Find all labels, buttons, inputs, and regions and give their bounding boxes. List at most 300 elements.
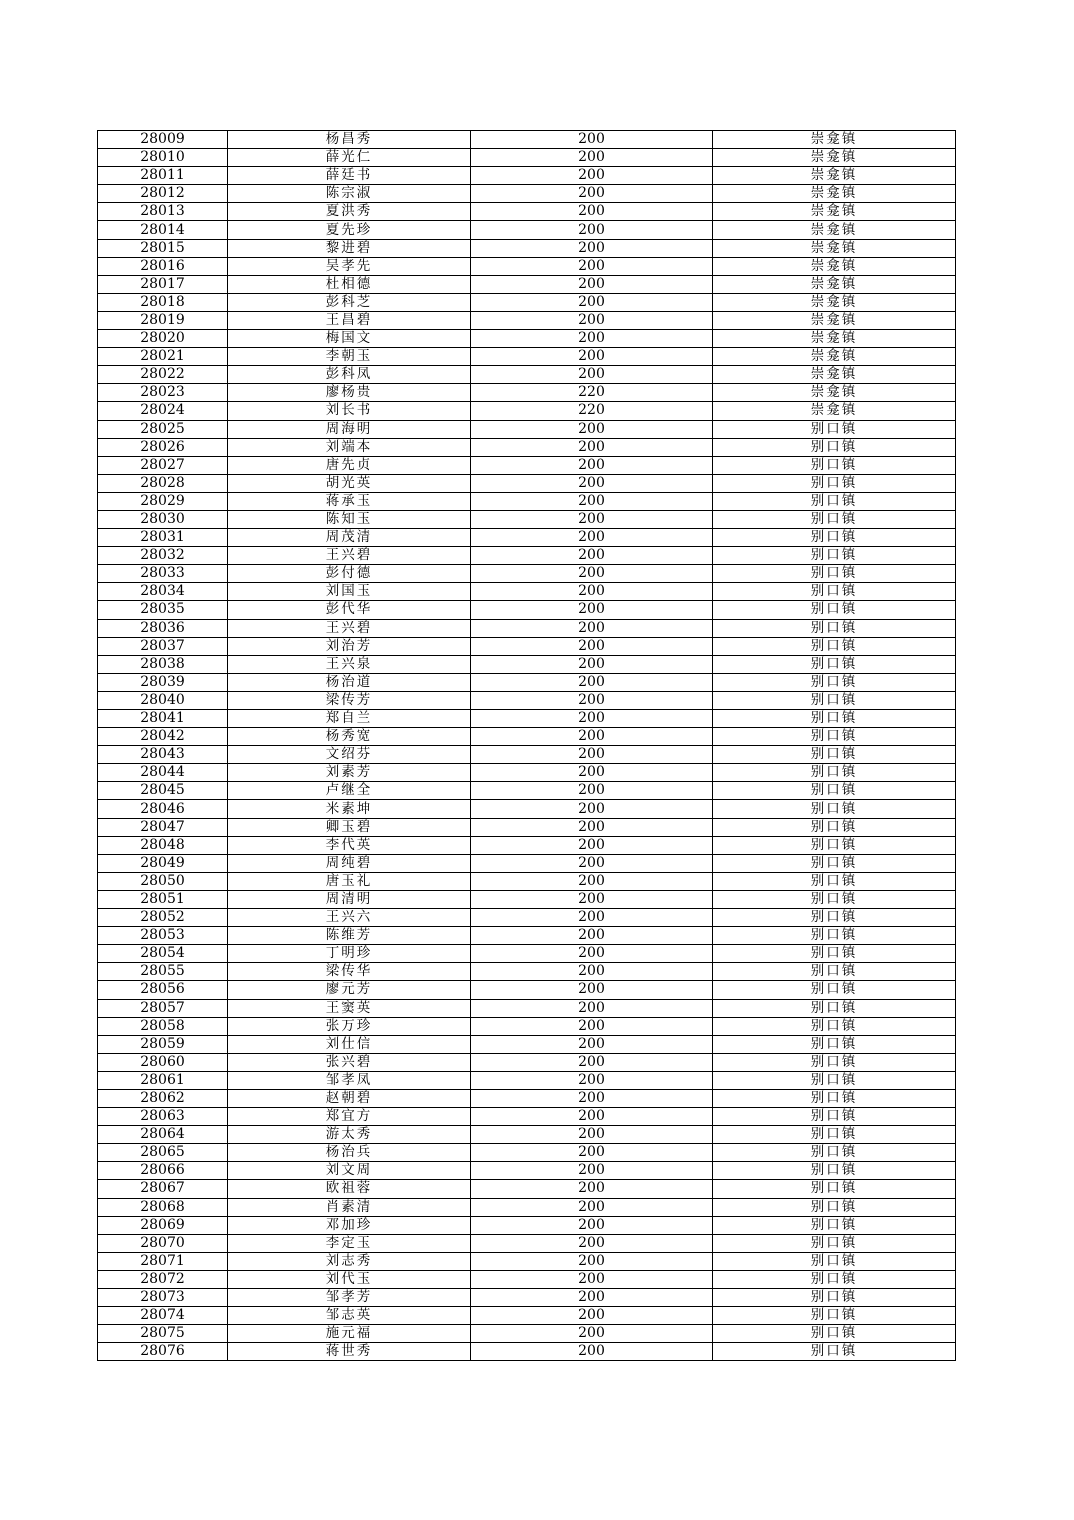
- name-cell: 梅国文: [228, 330, 471, 348]
- amount-cell: 200: [471, 728, 713, 746]
- name-cell: 彭代华: [228, 601, 471, 619]
- name-cell: 廖元芳: [228, 981, 471, 999]
- amount-cell: 200: [471, 637, 713, 655]
- name-cell: 彭付德: [228, 565, 471, 583]
- amount-cell: 200: [471, 293, 713, 311]
- table-row: [98, 1270, 956, 1288]
- id-cell: 28049: [98, 854, 228, 872]
- id-cell: 28026: [98, 438, 228, 456]
- table-row: [98, 293, 956, 311]
- name-cell: 杨昌秀: [228, 131, 471, 149]
- name-cell: 刘仕信: [228, 1035, 471, 1053]
- town-cell: 别口镇: [713, 673, 956, 691]
- amount-cell: 200: [471, 275, 713, 293]
- table-row: [98, 764, 956, 782]
- table-row: [98, 311, 956, 329]
- name-cell: 卢继全: [228, 782, 471, 800]
- id-cell: 28023: [98, 384, 228, 402]
- name-cell: 梁传华: [228, 963, 471, 981]
- table-row: [98, 583, 956, 601]
- amount-cell: 200: [471, 1144, 713, 1162]
- town-cell: 别口镇: [713, 1089, 956, 1107]
- table-row: [98, 1325, 956, 1343]
- name-cell: 陈知玉: [228, 510, 471, 528]
- town-cell: 别口镇: [713, 854, 956, 872]
- amount-cell: 200: [471, 673, 713, 691]
- table-row: [98, 619, 956, 637]
- id-cell: 28059: [98, 1035, 228, 1053]
- amount-cell: 200: [471, 1289, 713, 1307]
- name-cell: 唐先贞: [228, 456, 471, 474]
- id-cell: 28020: [98, 330, 228, 348]
- id-cell: 28047: [98, 818, 228, 836]
- name-cell: 黎进碧: [228, 239, 471, 257]
- id-cell: 28030: [98, 510, 228, 528]
- name-cell: 邹孝凤: [228, 1071, 471, 1089]
- table-row: [98, 275, 956, 293]
- id-cell: 28034: [98, 583, 228, 601]
- id-cell: 28041: [98, 710, 228, 728]
- name-cell: 周茂清: [228, 529, 471, 547]
- name-cell: 文绍芬: [228, 746, 471, 764]
- table-row: [98, 981, 956, 999]
- town-cell: 别口镇: [713, 1343, 956, 1361]
- table-row: [98, 239, 956, 257]
- name-cell: 陈宗淑: [228, 185, 471, 203]
- town-cell: 别口镇: [713, 601, 956, 619]
- town-cell: 别口镇: [713, 981, 956, 999]
- amount-cell: 200: [471, 691, 713, 709]
- name-cell: 夏先珍: [228, 221, 471, 239]
- amount-cell: 200: [471, 1108, 713, 1126]
- table-row: [98, 185, 956, 203]
- amount-cell: 200: [471, 1162, 713, 1180]
- town-cell: 别口镇: [713, 492, 956, 510]
- id-cell: 28053: [98, 927, 228, 945]
- amount-cell: 200: [471, 800, 713, 818]
- name-cell: 丁明珍: [228, 945, 471, 963]
- id-cell: 28042: [98, 728, 228, 746]
- amount-cell: 200: [471, 1198, 713, 1216]
- table-row: [98, 474, 956, 492]
- name-cell: 邓加珍: [228, 1216, 471, 1234]
- id-cell: 28065: [98, 1144, 228, 1162]
- town-cell: 别口镇: [713, 529, 956, 547]
- name-cell: 王兴碧: [228, 619, 471, 637]
- table-row: [98, 927, 956, 945]
- name-cell: 张兴碧: [228, 1053, 471, 1071]
- id-cell: 28069: [98, 1216, 228, 1234]
- table-row: [98, 1252, 956, 1270]
- town-cell: 崇龛镇: [713, 167, 956, 185]
- amount-cell: 200: [471, 619, 713, 637]
- name-cell: 唐玉礼: [228, 872, 471, 890]
- id-cell: 28027: [98, 456, 228, 474]
- town-cell: 别口镇: [713, 764, 956, 782]
- id-cell: 28029: [98, 492, 228, 510]
- id-cell: 28036: [98, 619, 228, 637]
- town-cell: 别口镇: [713, 1162, 956, 1180]
- name-cell: 王兴六: [228, 909, 471, 927]
- town-cell: 崇龛镇: [713, 293, 956, 311]
- town-cell: 别口镇: [713, 510, 956, 528]
- town-cell: 别口镇: [713, 619, 956, 637]
- amount-cell: 200: [471, 1343, 713, 1361]
- id-cell: 28014: [98, 221, 228, 239]
- town-cell: 别口镇: [713, 637, 956, 655]
- id-cell: 28028: [98, 474, 228, 492]
- name-cell: 李代英: [228, 836, 471, 854]
- amount-cell: 220: [471, 402, 713, 420]
- amount-cell: 200: [471, 1325, 713, 1343]
- table-row: [98, 149, 956, 167]
- table-row: [98, 1144, 956, 1162]
- amount-cell: 200: [471, 999, 713, 1017]
- amount-cell: 200: [471, 239, 713, 257]
- table-row: [98, 221, 956, 239]
- table-row: [98, 456, 956, 474]
- table-row: [98, 872, 956, 890]
- amount-cell: 200: [471, 1234, 713, 1252]
- name-cell: 杨治兵: [228, 1144, 471, 1162]
- amount-cell: 200: [471, 927, 713, 945]
- name-cell: 王昌碧: [228, 311, 471, 329]
- table-row: [98, 402, 956, 420]
- name-cell: 刘文周: [228, 1162, 471, 1180]
- name-cell: 张万珍: [228, 1017, 471, 1035]
- town-cell: 别口镇: [713, 963, 956, 981]
- id-cell: 28054: [98, 945, 228, 963]
- id-cell: 28011: [98, 167, 228, 185]
- amount-cell: 200: [471, 438, 713, 456]
- id-cell: 28063: [98, 1108, 228, 1126]
- table-row: [98, 1343, 956, 1361]
- amount-cell: 200: [471, 1270, 713, 1288]
- id-cell: 28056: [98, 981, 228, 999]
- amount-cell: 200: [471, 890, 713, 908]
- amount-cell: 200: [471, 909, 713, 927]
- name-cell: 彭科凤: [228, 366, 471, 384]
- town-cell: 别口镇: [713, 1270, 956, 1288]
- id-cell: 28040: [98, 691, 228, 709]
- town-cell: 别口镇: [713, 1325, 956, 1343]
- id-cell: 28055: [98, 963, 228, 981]
- town-cell: 崇龛镇: [713, 402, 956, 420]
- name-cell: 薛光仁: [228, 149, 471, 167]
- table-row: [98, 384, 956, 402]
- amount-cell: 200: [471, 474, 713, 492]
- town-cell: 别口镇: [713, 547, 956, 565]
- name-cell: 赵朝碧: [228, 1089, 471, 1107]
- amount-cell: 200: [471, 981, 713, 999]
- amount-cell: 200: [471, 221, 713, 239]
- amount-cell: 200: [471, 872, 713, 890]
- table-row: [98, 1289, 956, 1307]
- name-cell: 刘志秀: [228, 1252, 471, 1270]
- table-row: [98, 348, 956, 366]
- table-row: [98, 691, 956, 709]
- id-cell: 28012: [98, 185, 228, 203]
- town-cell: 别口镇: [713, 945, 956, 963]
- town-cell: 别口镇: [713, 872, 956, 890]
- table-row: [98, 1053, 956, 1071]
- amount-cell: 200: [471, 764, 713, 782]
- name-cell: 欧祖蓉: [228, 1180, 471, 1198]
- table-row: [98, 1035, 956, 1053]
- id-cell: 28017: [98, 275, 228, 293]
- table-row: [98, 131, 956, 149]
- town-cell: 别口镇: [713, 710, 956, 728]
- amount-cell: 200: [471, 420, 713, 438]
- table-row: [98, 890, 956, 908]
- name-cell: 梁传芳: [228, 691, 471, 709]
- amount-cell: 200: [471, 203, 713, 221]
- town-cell: 崇龛镇: [713, 348, 956, 366]
- name-cell: 薛廷书: [228, 167, 471, 185]
- town-cell: 别口镇: [713, 420, 956, 438]
- name-cell: 夏洪秀: [228, 203, 471, 221]
- name-cell: 杜相德: [228, 275, 471, 293]
- name-cell: 吴孝先: [228, 257, 471, 275]
- town-cell: 别口镇: [713, 1126, 956, 1144]
- name-cell: 刘长书: [228, 402, 471, 420]
- table-row: [98, 673, 956, 691]
- amount-cell: 200: [471, 583, 713, 601]
- name-cell: 周纯碧: [228, 854, 471, 872]
- amount-cell: 200: [471, 1307, 713, 1325]
- name-cell: 王兴碧: [228, 547, 471, 565]
- table-row: [98, 203, 956, 221]
- town-cell: 别口镇: [713, 818, 956, 836]
- amount-cell: 200: [471, 1017, 713, 1035]
- town-cell: 别口镇: [713, 691, 956, 709]
- table-row: [98, 1108, 956, 1126]
- amount-cell: 200: [471, 746, 713, 764]
- name-cell: 蒋世秀: [228, 1343, 471, 1361]
- table-row: [98, 529, 956, 547]
- id-cell: 28052: [98, 909, 228, 927]
- id-cell: 28010: [98, 149, 228, 167]
- town-cell: 崇龛镇: [713, 330, 956, 348]
- table-row: [98, 438, 956, 456]
- id-cell: 28073: [98, 1289, 228, 1307]
- name-cell: 杨秀宽: [228, 728, 471, 746]
- table-row: [98, 655, 956, 673]
- id-cell: 28021: [98, 348, 228, 366]
- table-row: [98, 167, 956, 185]
- table-row: [98, 800, 956, 818]
- table-row: [98, 909, 956, 927]
- town-cell: 崇龛镇: [713, 311, 956, 329]
- table-row: [98, 818, 956, 836]
- id-cell: 28035: [98, 601, 228, 619]
- amount-cell: 200: [471, 547, 713, 565]
- name-cell: 肖素清: [228, 1198, 471, 1216]
- id-cell: 28016: [98, 257, 228, 275]
- town-cell: 别口镇: [713, 1198, 956, 1216]
- town-cell: 别口镇: [713, 890, 956, 908]
- table-row: [98, 1216, 956, 1234]
- town-cell: 别口镇: [713, 1252, 956, 1270]
- table-row: [98, 1180, 956, 1198]
- id-cell: 28037: [98, 637, 228, 655]
- amount-cell: 200: [471, 1071, 713, 1089]
- town-cell: 别口镇: [713, 782, 956, 800]
- id-cell: 28050: [98, 872, 228, 890]
- town-cell: 别口镇: [713, 1053, 956, 1071]
- amount-cell: 200: [471, 1126, 713, 1144]
- id-cell: 28024: [98, 402, 228, 420]
- amount-cell: 200: [471, 366, 713, 384]
- table-row: [98, 510, 956, 528]
- id-cell: 28046: [98, 800, 228, 818]
- name-cell: 邹志英: [228, 1307, 471, 1325]
- amount-cell: 200: [471, 1089, 713, 1107]
- id-cell: 28015: [98, 239, 228, 257]
- id-cell: 28067: [98, 1180, 228, 1198]
- table-row: [98, 1307, 956, 1325]
- id-cell: 28064: [98, 1126, 228, 1144]
- name-cell: 米素坤: [228, 800, 471, 818]
- id-cell: 28070: [98, 1234, 228, 1252]
- table-row: [98, 728, 956, 746]
- amount-cell: 200: [471, 601, 713, 619]
- town-cell: 别口镇: [713, 999, 956, 1017]
- table-row: [98, 1162, 956, 1180]
- id-cell: 28062: [98, 1089, 228, 1107]
- table-row: [98, 710, 956, 728]
- amount-cell: 200: [471, 167, 713, 185]
- amount-cell: 200: [471, 782, 713, 800]
- amount-cell: 200: [471, 492, 713, 510]
- name-cell: 胡光英: [228, 474, 471, 492]
- id-cell: 28019: [98, 311, 228, 329]
- amount-cell: 200: [471, 311, 713, 329]
- id-cell: 28025: [98, 420, 228, 438]
- name-cell: 王窦英: [228, 999, 471, 1017]
- amount-cell: 200: [471, 963, 713, 981]
- amount-cell: 200: [471, 836, 713, 854]
- id-cell: 28009: [98, 131, 228, 149]
- table-row: [98, 782, 956, 800]
- town-cell: 别口镇: [713, 728, 956, 746]
- name-cell: 刘治芳: [228, 637, 471, 655]
- town-cell: 别口镇: [713, 438, 956, 456]
- amount-cell: 200: [471, 149, 713, 167]
- town-cell: 别口镇: [713, 1071, 956, 1089]
- amount-cell: 200: [471, 348, 713, 366]
- id-cell: 28013: [98, 203, 228, 221]
- table-row: [98, 637, 956, 655]
- table-row: [98, 547, 956, 565]
- name-cell: 刘代玉: [228, 1270, 471, 1288]
- town-cell: 崇龛镇: [713, 239, 956, 257]
- town-cell: 别口镇: [713, 927, 956, 945]
- town-cell: 别口镇: [713, 1216, 956, 1234]
- table-row: [98, 1017, 956, 1035]
- table-row: [98, 854, 956, 872]
- id-cell: 28075: [98, 1325, 228, 1343]
- amount-cell: 200: [471, 1180, 713, 1198]
- table-row: [98, 366, 956, 384]
- amount-cell: 200: [471, 710, 713, 728]
- name-cell: 游太秀: [228, 1126, 471, 1144]
- town-cell: 崇龛镇: [713, 203, 956, 221]
- name-cell: 施元福: [228, 1325, 471, 1343]
- town-cell: 崇龛镇: [713, 384, 956, 402]
- id-cell: 28048: [98, 836, 228, 854]
- name-cell: 李朝玉: [228, 348, 471, 366]
- town-cell: 崇龛镇: [713, 149, 956, 167]
- amount-cell: 200: [471, 1053, 713, 1071]
- amount-cell: 200: [471, 131, 713, 149]
- amount-cell: 200: [471, 510, 713, 528]
- id-cell: 28018: [98, 293, 228, 311]
- name-cell: 彭科芝: [228, 293, 471, 311]
- name-cell: 刘端本: [228, 438, 471, 456]
- name-cell: 邹孝芳: [228, 1289, 471, 1307]
- id-cell: 28058: [98, 1017, 228, 1035]
- town-cell: 别口镇: [713, 655, 956, 673]
- table-row: [98, 1071, 956, 1089]
- name-cell: 周清明: [228, 890, 471, 908]
- town-cell: 别口镇: [713, 565, 956, 583]
- town-cell: 别口镇: [713, 1307, 956, 1325]
- amount-cell: 200: [471, 257, 713, 275]
- town-cell: 别口镇: [713, 1180, 956, 1198]
- id-cell: 28071: [98, 1252, 228, 1270]
- name-cell: 李定玉: [228, 1234, 471, 1252]
- name-cell: 王兴泉: [228, 655, 471, 673]
- id-cell: 28033: [98, 565, 228, 583]
- amount-cell: 200: [471, 185, 713, 203]
- amount-cell: 200: [471, 1252, 713, 1270]
- id-cell: 28066: [98, 1162, 228, 1180]
- table-row: [98, 565, 956, 583]
- id-cell: 28057: [98, 999, 228, 1017]
- id-cell: 28051: [98, 890, 228, 908]
- table-row: [98, 1089, 956, 1107]
- table-row: [98, 1198, 956, 1216]
- id-cell: 28038: [98, 655, 228, 673]
- name-cell: 廖杨贵: [228, 384, 471, 402]
- town-cell: 崇龛镇: [713, 185, 956, 203]
- name-cell: 蒋承玉: [228, 492, 471, 510]
- name-cell: 周海明: [228, 420, 471, 438]
- id-cell: 28044: [98, 764, 228, 782]
- id-cell: 28061: [98, 1071, 228, 1089]
- town-cell: 别口镇: [713, 456, 956, 474]
- id-cell: 28039: [98, 673, 228, 691]
- name-cell: 郑宜方: [228, 1108, 471, 1126]
- table-row: [98, 420, 956, 438]
- amount-cell: 200: [471, 655, 713, 673]
- table-row: [98, 492, 956, 510]
- town-cell: 崇龛镇: [713, 275, 956, 293]
- town-cell: 别口镇: [713, 1035, 956, 1053]
- id-cell: 28031: [98, 529, 228, 547]
- town-cell: 别口镇: [713, 1108, 956, 1126]
- town-cell: 别口镇: [713, 474, 956, 492]
- data-table: [97, 130, 956, 1361]
- town-cell: 崇龛镇: [713, 221, 956, 239]
- amount-cell: 200: [471, 529, 713, 547]
- amount-cell: 200: [471, 330, 713, 348]
- amount-cell: 200: [471, 1035, 713, 1053]
- town-cell: 别口镇: [713, 1017, 956, 1035]
- table-row: [98, 836, 956, 854]
- town-cell: 别口镇: [713, 1289, 956, 1307]
